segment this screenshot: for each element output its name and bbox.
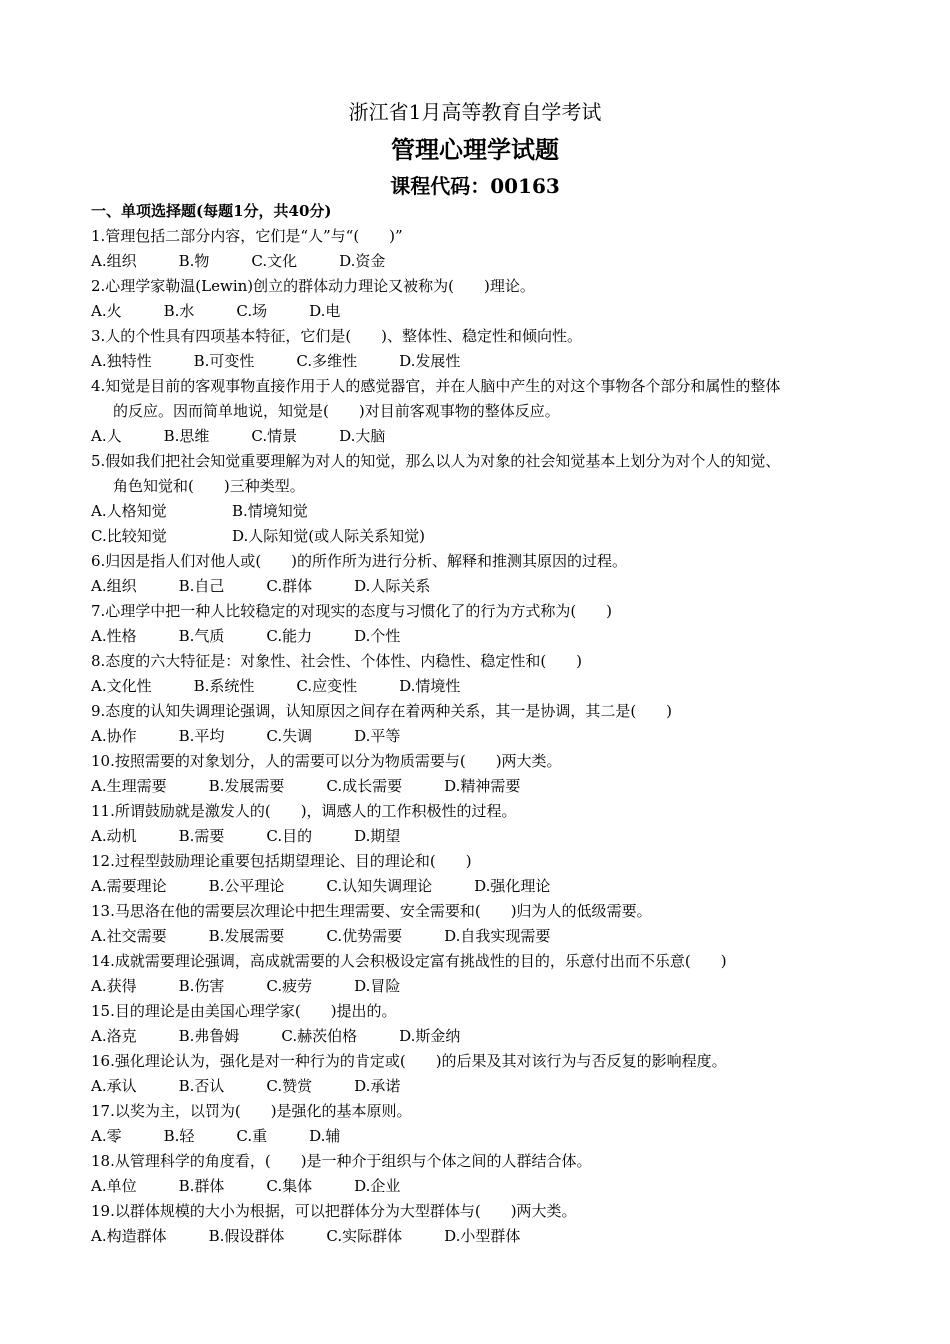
option-d: D.人际关系 <box>354 577 431 595</box>
question-10 <box>91 749 871 799</box>
option-c: C.多维性 <box>296 352 358 370</box>
option-a: A.性格 <box>91 627 137 645</box>
question-stem: 3.人的个性具有四项基本特征，它们是( )、整体性、稳定性和倾向性。 <box>91 327 583 345</box>
option-c: C.比较知觉 <box>91 527 167 545</box>
option-row <box>91 774 871 799</box>
option-b: B.情境知觉 <box>232 502 308 520</box>
option-d: D.承诺 <box>354 1077 401 1095</box>
option-b: B.假设群体 <box>208 1227 285 1245</box>
question-stem: 14.成就需要理论强调，高成就需要的人会积极设定富有挑战性的目的，乐意付出而不乐意( ) <box>91 952 727 970</box>
option-row <box>91 1024 871 1049</box>
option-c: C.应变性 <box>296 677 358 695</box>
option-a: A.独特性 <box>91 352 152 370</box>
option-d: D.情境性 <box>399 677 461 695</box>
option-a: A.文化性 <box>91 677 152 695</box>
question-stem: 13.马思洛在他的需要层次理论中把生理需要、安全需要和( )归为人的低级需要。 <box>91 902 652 920</box>
option-b: B.公平理论 <box>208 877 285 895</box>
option-b: B.需要 <box>178 827 225 845</box>
question-12 <box>91 849 871 899</box>
option-row <box>91 1124 871 1149</box>
question-stem: 7.心理学中把一种人比较稳定的对现实的态度与习惯化了的行为方式称为( ) <box>91 602 613 620</box>
question-6 <box>91 549 871 599</box>
option-c: C.集体 <box>266 1177 313 1195</box>
question-14 <box>91 949 871 999</box>
section-heading: 一、单项选择题(每题1分，共40分) <box>91 202 332 220</box>
course-code: 课程代码：00163 <box>390 174 560 198</box>
option-c: C.情景 <box>251 427 298 445</box>
option-d: D.平等 <box>354 727 401 745</box>
option-d: D.人际知觉(或人际关系知觉) <box>232 527 425 545</box>
option-d: D.资金 <box>339 252 386 270</box>
option-c: C.认知失调理论 <box>326 877 433 895</box>
option-row <box>91 874 871 899</box>
question-stem: 8.态度的六大特征是：对象性、社会性、个体性、内稳性、稳定性和( ) <box>91 652 583 670</box>
option-b: B.轻 <box>163 1127 195 1145</box>
option-row <box>91 574 871 599</box>
option-b: B.系统性 <box>193 677 255 695</box>
question-stem: 10.按照需要的对象划分，人的需要可以分为物质需要与( )两大类。 <box>91 752 562 770</box>
option-c: C.失调 <box>266 727 313 745</box>
option-b: B.思维 <box>163 427 210 445</box>
question-2 <box>91 274 871 324</box>
option-row <box>91 524 871 549</box>
question-stem-continued: 的反应。因而简单地说，知觉是( )对目前客观事物的整体反应。 <box>113 402 560 420</box>
option-c: C.群体 <box>266 577 313 595</box>
option-d: D.企业 <box>354 1177 401 1195</box>
option-a: A.零 <box>91 1127 122 1145</box>
option-row <box>91 1074 871 1099</box>
option-b: B.自己 <box>178 577 225 595</box>
option-a: A.生理需要 <box>91 777 167 795</box>
option-b: B.可变性 <box>193 352 255 370</box>
option-d: D.强化理论 <box>474 877 551 895</box>
option-c: C.赫茨伯格 <box>281 1027 358 1045</box>
question-8 <box>91 649 871 699</box>
question-stem: 2.心理学家勒温(Lewin)创立的群体动力理论又被称为( )理论。 <box>91 277 535 295</box>
option-a: A.火 <box>91 302 122 320</box>
option-a: A.组织 <box>91 252 137 270</box>
question-stem: 17.以奖为主，以罚为( )是强化的基本原则。 <box>91 1102 412 1120</box>
question-7 <box>91 599 871 649</box>
option-c: C.文化 <box>251 252 298 270</box>
question-3 <box>91 324 871 374</box>
option-row <box>91 249 871 274</box>
option-c: C.目的 <box>266 827 313 845</box>
option-b: B.发展需要 <box>208 927 285 945</box>
option-c: C.疲劳 <box>266 977 313 995</box>
option-c: C.能力 <box>266 627 313 645</box>
option-b: B.气质 <box>178 627 225 645</box>
option-d: D.精神需要 <box>444 777 521 795</box>
option-row <box>91 624 871 649</box>
question-5 <box>91 449 871 549</box>
option-row <box>91 974 871 999</box>
option-a: A.获得 <box>91 977 137 995</box>
option-a: A.动机 <box>91 827 137 845</box>
option-a: A.构造群体 <box>91 1227 167 1245</box>
exam-title: 浙江省1月高等教育自学考试 <box>348 100 602 124</box>
question-11 <box>91 799 871 849</box>
option-d: D.自我实现需要 <box>444 927 551 945</box>
option-row <box>91 924 871 949</box>
option-row <box>91 499 871 524</box>
option-a: A.洛克 <box>91 1027 137 1045</box>
option-d: D.发展性 <box>399 352 461 370</box>
question-13 <box>91 899 871 949</box>
option-row <box>91 349 871 374</box>
question-stem: 16.强化理论认为，强化是对一种行为的肯定或( )的后果及其对该行为与否反复的影响程度。 <box>91 1052 727 1070</box>
option-row <box>91 674 871 699</box>
question-stem: 9.态度的认知失调理论强调，认知原因之间存在着两种关系，其一是协调，其二是( ) <box>91 702 673 720</box>
option-a: A.协作 <box>91 727 137 745</box>
question-stem: 15.目的理论是由美国心理学家( )提出的。 <box>91 1002 397 1020</box>
question-15 <box>91 999 871 1049</box>
question-17 <box>91 1099 871 1149</box>
question-4 <box>91 374 871 449</box>
option-b: B.否认 <box>178 1077 225 1095</box>
option-b: B.伤害 <box>178 977 225 995</box>
option-d: D.小型群体 <box>444 1227 521 1245</box>
question-9 <box>91 699 871 749</box>
option-row <box>91 424 871 449</box>
option-b: B.发展需要 <box>208 777 285 795</box>
option-b: B.弗鲁姆 <box>178 1027 240 1045</box>
question-stem: 11.所谓鼓励就是激发人的( )，调感人的工作积极性的过程。 <box>91 802 517 820</box>
option-a: A.组织 <box>91 577 137 595</box>
option-c: C.优势需要 <box>326 927 403 945</box>
option-c: C.实际群体 <box>326 1227 403 1245</box>
option-a: A.社交需要 <box>91 927 167 945</box>
question-16 <box>91 1049 871 1099</box>
question-stem-continued: 角色知觉和( )三种类型。 <box>113 477 305 495</box>
question-stem: 18.从管理科学的角度看，( )是一种介于组织与个体之间的人群结合体。 <box>91 1152 592 1170</box>
option-d: D.冒险 <box>354 977 401 995</box>
option-c: C.重 <box>236 1127 268 1145</box>
option-d: D.辅 <box>309 1127 341 1145</box>
option-row <box>91 1174 871 1199</box>
option-row <box>91 299 871 324</box>
option-b: B.平均 <box>178 727 225 745</box>
option-d: D.个性 <box>354 627 401 645</box>
option-a: A.需要理论 <box>91 877 167 895</box>
question-stem: 1.管理包括二部分内容，它们是“人”与“( )” <box>91 227 403 245</box>
question-stem: 19.以群体规模的大小为根据，可以把群体分为大型群体与( )两大类。 <box>91 1202 577 1220</box>
option-d: D.电 <box>309 302 341 320</box>
question-stem: 12.过程型鼓励理论重要包括期望理论、目的理论和( ) <box>91 852 472 870</box>
option-c: C.赞赏 <box>266 1077 313 1095</box>
option-b: B.物 <box>178 252 210 270</box>
option-c: C.成长需要 <box>326 777 403 795</box>
option-d: D.大脑 <box>339 427 386 445</box>
option-c: C.场 <box>236 302 268 320</box>
option-a: A.人格知觉 <box>91 502 167 520</box>
question-stem: 5.假如我们把社会知觉重要理解为对人的知觉，那么以人为对象的社会知觉基本上划分为对个人的知觉、 <box>91 452 781 470</box>
option-row <box>91 1224 871 1249</box>
option-a: A.单位 <box>91 1177 137 1195</box>
question-19 <box>91 1199 871 1249</box>
option-d: D.期望 <box>354 827 401 845</box>
question-18 <box>91 1149 871 1199</box>
question-1 <box>91 224 871 274</box>
question-stem: 4.知觉是目前的客观事物直接作用于人的感觉器官，并在人脑中产生的对这个事物各个部分和属性的整体 <box>91 377 781 395</box>
option-row <box>91 824 871 849</box>
option-b: B.群体 <box>178 1177 225 1195</box>
option-a: A.人 <box>91 427 122 445</box>
question-list <box>91 224 871 1249</box>
option-b: B.水 <box>163 302 195 320</box>
option-d: D.斯金纳 <box>399 1027 461 1045</box>
question-stem: 6.归因是指人们对他人或( )的所作所为进行分析、解释和推测其原因的过程。 <box>91 552 628 570</box>
option-a: A.承认 <box>91 1077 137 1095</box>
subject-title: 管理心理学试题 <box>391 135 559 164</box>
option-row <box>91 724 871 749</box>
